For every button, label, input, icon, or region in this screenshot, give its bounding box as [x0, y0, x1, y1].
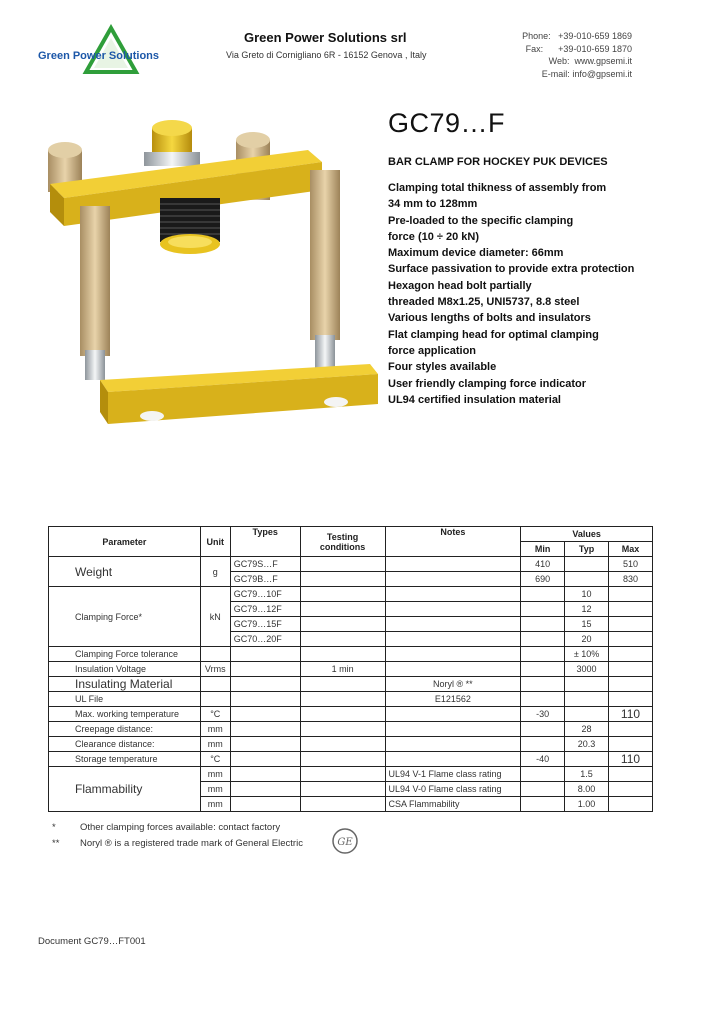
header-unit: Unit	[200, 527, 230, 557]
header-notes: Notes	[385, 527, 521, 557]
notes-cell: E121562	[385, 692, 521, 707]
header-typ: Typ	[565, 542, 609, 557]
feature-item: Pre-loaded to the specific clamping	[388, 214, 574, 227]
feature-item: force application	[388, 344, 477, 357]
unit-cell: mm	[200, 722, 230, 737]
unit-cell: °C	[200, 752, 230, 767]
typ-cell: 1.5	[565, 767, 609, 782]
param-weight: Weight	[49, 557, 201, 587]
table-header-row	[49, 527, 653, 542]
feature-item: Flat clamping head for optimal clamping	[388, 328, 599, 341]
contact-phone: Phone: +39-010-659 1869	[522, 31, 632, 41]
table-row	[49, 647, 653, 662]
unit-clamping-force: kN	[200, 587, 230, 647]
param-storage-temp: Storage temperature	[49, 752, 201, 767]
contact-fax: Fax: +39-010-659 1870	[525, 43, 632, 54]
logo-text: Green Power Solutions	[38, 50, 160, 62]
type-cell: GC79S…F	[230, 557, 300, 572]
type-cell: GC70…20F	[230, 632, 300, 647]
contact-email[interactable]: E-mail: info@gpsemi.it	[541, 68, 632, 79]
param-max-working-temp: Max. working temperature	[49, 707, 201, 722]
footnote-mark: *	[52, 822, 56, 833]
typ-cell: 10	[565, 587, 609, 602]
unit-cell: mm	[200, 782, 230, 797]
typ-cell: 20.3	[565, 737, 609, 752]
max-cell: 510	[609, 557, 653, 572]
type-cell: GC79…15F	[230, 617, 300, 632]
header-types: Types	[230, 527, 300, 557]
feature-item: UL94 certified insulation material	[388, 393, 561, 406]
typ-cell: 3000	[565, 662, 609, 677]
header-testing: Testing conditions	[300, 527, 385, 557]
param-flammability: Flammability	[49, 767, 201, 812]
svg-text:GE: GE	[337, 837, 353, 848]
feature-item: User friendly clamping force indicator	[388, 377, 587, 390]
feature-item: Maximum device diameter: 66mm	[388, 247, 564, 260]
notes-cell: UL94 V-1 Flame class rating	[385, 767, 521, 782]
notes-cell: UL94 V-0 Flame class rating	[385, 782, 521, 797]
footnote-text: Noryl ® is a registered trade mark of General Electric	[80, 838, 303, 849]
max-cell: 830	[609, 572, 653, 587]
unit-cell: °C	[200, 707, 230, 722]
table-row	[49, 707, 653, 722]
footnote-mark: **	[52, 838, 60, 849]
typ-cell	[565, 557, 609, 572]
feature-list	[388, 180, 688, 408]
bar-clamp-illustration	[40, 110, 380, 440]
feature-item: 34 mm to 128mm	[388, 198, 478, 211]
table-row	[49, 662, 653, 677]
typ-cell: 8.00	[565, 782, 609, 797]
type-cell: GC79…10F	[230, 587, 300, 602]
unit-weight: g	[200, 557, 230, 587]
notes-cell: Noryl ® **	[385, 677, 521, 692]
typ-cell: 12	[565, 602, 609, 617]
notes-cell: CSA Flammability	[385, 797, 521, 812]
company-address: Via Greto di Cornigliano 6R - 16152 Genova , Italy	[226, 50, 427, 60]
header-parameter: Parameter	[49, 527, 201, 557]
min-cell: -40	[521, 752, 565, 767]
table-row	[49, 692, 653, 707]
type-cell: GC79…12F	[230, 602, 300, 617]
typ-cell: 28	[565, 722, 609, 737]
type-cell: GC79B…F	[230, 572, 300, 587]
param-clearance: Clearance distance:	[49, 737, 201, 752]
param-tolerance: Clamping Force tolerance	[49, 647, 201, 662]
feature-item: force (10 ÷ 20 kN)	[388, 230, 480, 243]
footnote-text: Other clamping forces available: contact factory	[80, 822, 281, 833]
company-logo	[36, 24, 186, 80]
param-ul-file: UL File	[49, 692, 201, 707]
table-row	[49, 587, 653, 602]
min-cell: 690	[521, 572, 565, 587]
table-row	[49, 677, 653, 692]
spec-table	[48, 526, 653, 812]
feature-item: Clamping total thikness of assembly from	[388, 182, 607, 194]
table-row	[49, 767, 653, 782]
param-clamping-force: Clamping Force*	[49, 587, 201, 647]
param-insulation-voltage: Insulation Voltage	[49, 662, 201, 677]
feature-item: Various lengths of bolts and insulators	[388, 312, 591, 325]
table-row	[49, 752, 653, 767]
table-row	[49, 722, 653, 737]
header-values: Values	[521, 527, 653, 542]
header-max: Max	[609, 542, 653, 557]
param-creepage: Creepage distance:	[49, 722, 201, 737]
typ-cell: 1.00	[565, 797, 609, 812]
product-title: GC79…F	[388, 108, 506, 138]
feature-item: Four styles available	[388, 361, 497, 374]
max-cell: 110	[609, 707, 653, 722]
unit-cell: mm	[200, 797, 230, 812]
unit-cell: mm	[200, 737, 230, 752]
unit-cell: Vrms	[200, 662, 230, 677]
max-cell: 110	[609, 752, 653, 767]
document-id: Document GC79…FT001	[38, 936, 146, 947]
table-row	[49, 557, 653, 572]
feature-item: threaded M8x1.25, UNI5737, 8.8 steel	[388, 296, 580, 309]
unit-cell: mm	[200, 767, 230, 782]
min-cell: 410	[521, 557, 565, 572]
company-name: Green Power Solutions srl	[244, 30, 407, 45]
typ-cell: 15	[565, 617, 609, 632]
contact-block	[522, 30, 632, 80]
feature-item: Hexagon head bolt partially	[388, 279, 532, 292]
header-min: Min	[521, 542, 565, 557]
typ-cell: ± 10%	[565, 647, 609, 662]
table-row	[49, 737, 653, 752]
testing-cell: 1 min	[300, 662, 385, 677]
typ-cell: 20	[565, 632, 609, 647]
feature-item: Surface passivation to provide extra protection	[388, 263, 635, 276]
contact-web[interactable]: Web: www.gpsemi.it	[548, 56, 632, 66]
typ-cell	[565, 572, 609, 587]
min-cell: -30	[521, 707, 565, 722]
product-subtitle: BAR CLAMP FOR HOCKEY PUK DEVICES	[388, 156, 608, 168]
ge-logo-icon	[332, 828, 358, 854]
param-insulating-material: Insulating Material	[49, 677, 201, 692]
